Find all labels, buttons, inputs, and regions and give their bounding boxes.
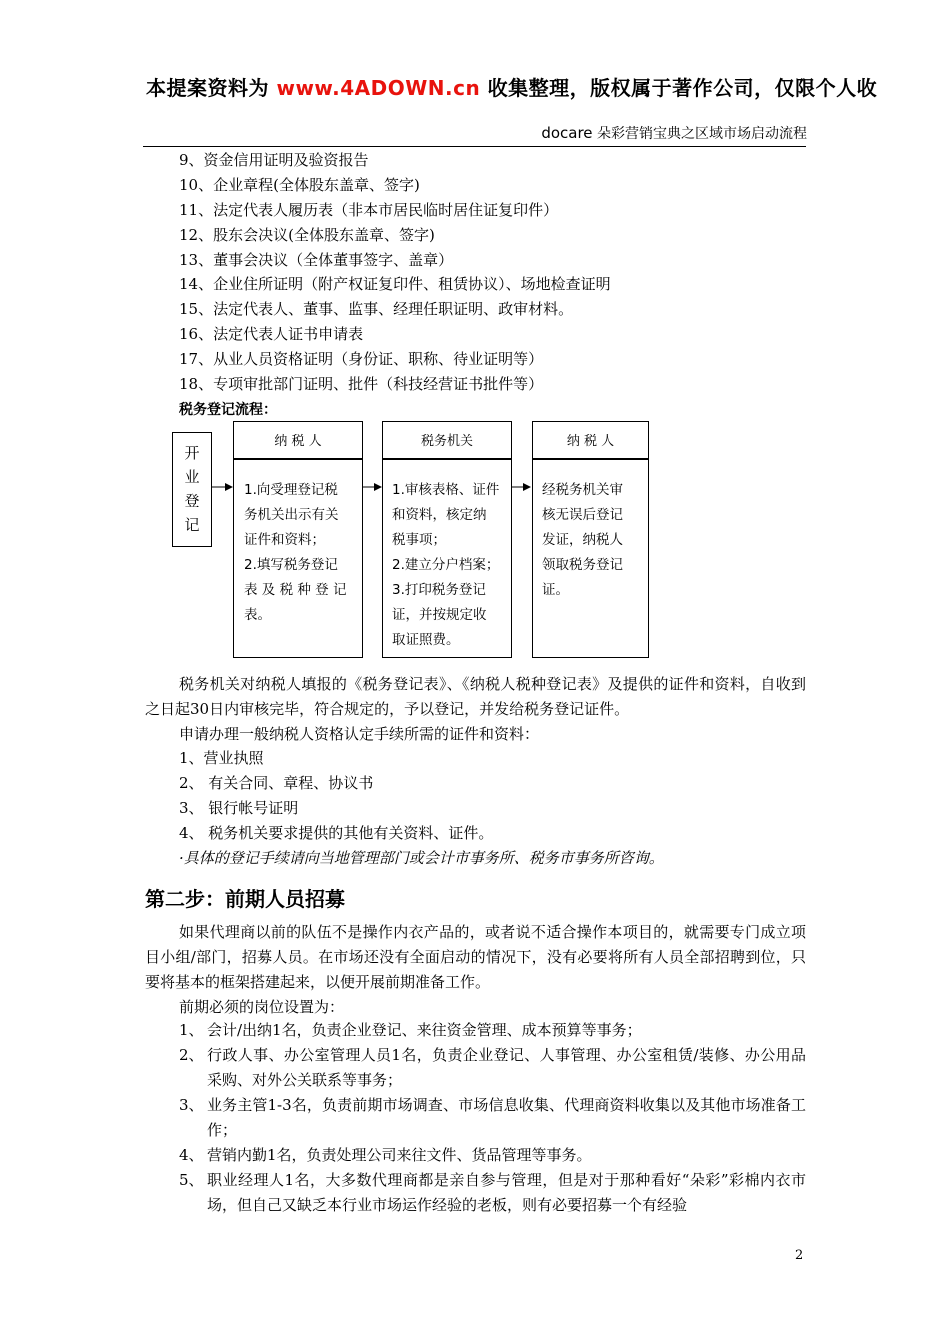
banner-suffix: 收集整理，版权属于著作公司，仅限个人收 bbox=[480, 76, 878, 100]
position-item bbox=[179, 1018, 806, 1043]
consult-note: ·具体的登记手续请向当地管理部门或会计市事务所、税务市事务所咨询。 bbox=[179, 849, 664, 867]
header-brand: docare bbox=[541, 124, 593, 142]
positions-intro: 前期必须的岗位设置为： bbox=[179, 998, 345, 1016]
list-item: 10、企业章程(全体股东盖章、签字) bbox=[179, 176, 420, 194]
flow-line: 表。 bbox=[244, 607, 271, 623]
general-taxpayer-intro: 申请办理一般纳税人资格认定手续所需的证件和资料： bbox=[179, 725, 540, 743]
flow-line: 取证照费。 bbox=[392, 632, 460, 648]
list-item: 15、法定代表人、董事、监事、经理任职证明、政审材料。 bbox=[179, 300, 574, 318]
list-item: 17、从业人员资格证明（身份证、职称、待业证明等） bbox=[179, 350, 544, 368]
flow-box-3-text bbox=[542, 478, 647, 603]
list-item: 12、股东会决议(全体股东盖章、签字) bbox=[179, 226, 435, 244]
tax-paragraph: 税务机关对纳税人填报的《税务登记表》、《纳税人税种登记表》及提供的证件和资料，自收到之日起30日内审核完毕，符合规定的，予以登记，并发给税务登记证件。 bbox=[145, 675, 806, 718]
list-item: 11、法定代表人履历表（非本市居民临时居住证复印件） bbox=[179, 201, 559, 219]
list-item: 16、法定代表人证书申请表 bbox=[179, 325, 364, 343]
flow-line: 务机关出示有关 bbox=[244, 507, 339, 523]
flow-line: 表 及 税 种 登 记 bbox=[244, 582, 347, 598]
position-item bbox=[179, 1043, 806, 1093]
flow-box-2-title: 税务机关 bbox=[420, 434, 473, 449]
page-number: 2 bbox=[795, 1248, 804, 1263]
flow-line: 1.审核表格、证件 bbox=[392, 482, 500, 498]
position-item bbox=[179, 1168, 806, 1218]
section-heading: 第二步：前期人员招募 bbox=[145, 887, 345, 911]
flow-line: 2.填写税务登记 bbox=[244, 557, 338, 573]
section-paragraph: 如果代理商以前的队伍不是操作内衣产品的，或者说不适合操作本项目的，就需要专门成立项目小组/部门，招募人员。在市场还没有全面启动的情况下，没有必要将所有人员全部招聘到位，只要将基本的框架搭建起来，以便开展前期准备工作。 bbox=[145, 923, 806, 991]
position-text: 职业经理人1名，大多数代理商都是亲自参与管理，但是对于那种看好“朵彩”彩棉内衣市场，但自己又缺乏本行业市场运作经验的老板，则有必要招募一个有经验 bbox=[207, 1171, 806, 1214]
flow-line: 税事项； bbox=[392, 532, 446, 548]
list-item: 4、 税务机关要求提供的其他有关资料、证件。 bbox=[179, 824, 494, 842]
position-item bbox=[179, 1143, 806, 1168]
banner-url: www.4ADOWN.cn bbox=[276, 76, 481, 100]
header-title: 朵彩营销宝典之区域市场启动流程 bbox=[592, 126, 807, 142]
list-item: 3、 银行帐号证明 bbox=[179, 799, 299, 817]
flow-line: 3.打印税务登记 bbox=[392, 582, 486, 598]
flow-line: 证，并按规定收 bbox=[392, 607, 487, 623]
list-item: 13、董事会决议（全体董事签字、盖章） bbox=[179, 251, 454, 269]
position-num: 1、 bbox=[179, 1021, 204, 1039]
position-num: 4、 bbox=[179, 1146, 204, 1164]
list-item: 1、营业执照 bbox=[179, 749, 264, 767]
tax-flow-title: 税务登记流程： bbox=[179, 402, 277, 418]
flow-line: 经税务机关审 bbox=[542, 482, 623, 498]
flow-box-2-text bbox=[392, 478, 507, 653]
flow-line: 证。 bbox=[542, 582, 569, 598]
position-num: 3、 bbox=[179, 1096, 204, 1114]
flow-start-char: 业 bbox=[184, 468, 200, 486]
position-text: 行政人事、办公室管理人员1名，负责企业登记、人事管理、办公室租赁/装修、办公用品采购、对外公关联系等事务； bbox=[207, 1046, 806, 1089]
flow-line: 发证，纳税人 bbox=[542, 532, 623, 548]
position-num: 2、 bbox=[179, 1046, 204, 1064]
banner-prefix: 本提案资料为 bbox=[146, 76, 277, 100]
flow-line: 领取税务登记 bbox=[542, 557, 623, 573]
flow-start-char: 登 bbox=[184, 492, 200, 510]
list-item: 9、资金信用证明及验资报告 bbox=[179, 151, 369, 169]
flow-box-1-text bbox=[244, 478, 359, 628]
flow-line: 1.向受理登记税 bbox=[244, 482, 338, 498]
flow-start-char: 记 bbox=[184, 516, 200, 534]
flow-line: 2.建立分户档案； bbox=[392, 557, 500, 573]
flow-box-1-title: 纳 税 人 bbox=[274, 434, 322, 449]
position-item bbox=[179, 1093, 806, 1143]
list-item: 2、 有关合同、章程、协议书 bbox=[179, 774, 374, 792]
flow-line: 核无误后登记 bbox=[542, 507, 623, 523]
flow-start-char: 开 bbox=[184, 444, 200, 462]
position-text: 业务主管1-3名，负责前期市场调查、市场信息收集、代理商资料收集以及其他市场准备工作； bbox=[207, 1096, 806, 1139]
position-text: 营销内勤1名，负责处理公司来往文件、货品管理等事务。 bbox=[207, 1146, 592, 1164]
position-text: 会计/出纳1名，负责企业登记、来往资金管理、成本预算等事务； bbox=[207, 1021, 642, 1039]
list-item: 14、企业住所证明（附产权证复印件、租赁协议）、场地检查证明 bbox=[179, 275, 611, 293]
position-num: 5、 bbox=[179, 1171, 204, 1189]
flow-line: 证件和资料； bbox=[244, 532, 325, 548]
list-item: 18、专项审批部门证明、批件（科技经营证书批件等） bbox=[179, 375, 544, 393]
flow-line: 和资料，核定纳 bbox=[392, 507, 487, 523]
flow-box-3-title: 纳 税 人 bbox=[566, 434, 615, 449]
